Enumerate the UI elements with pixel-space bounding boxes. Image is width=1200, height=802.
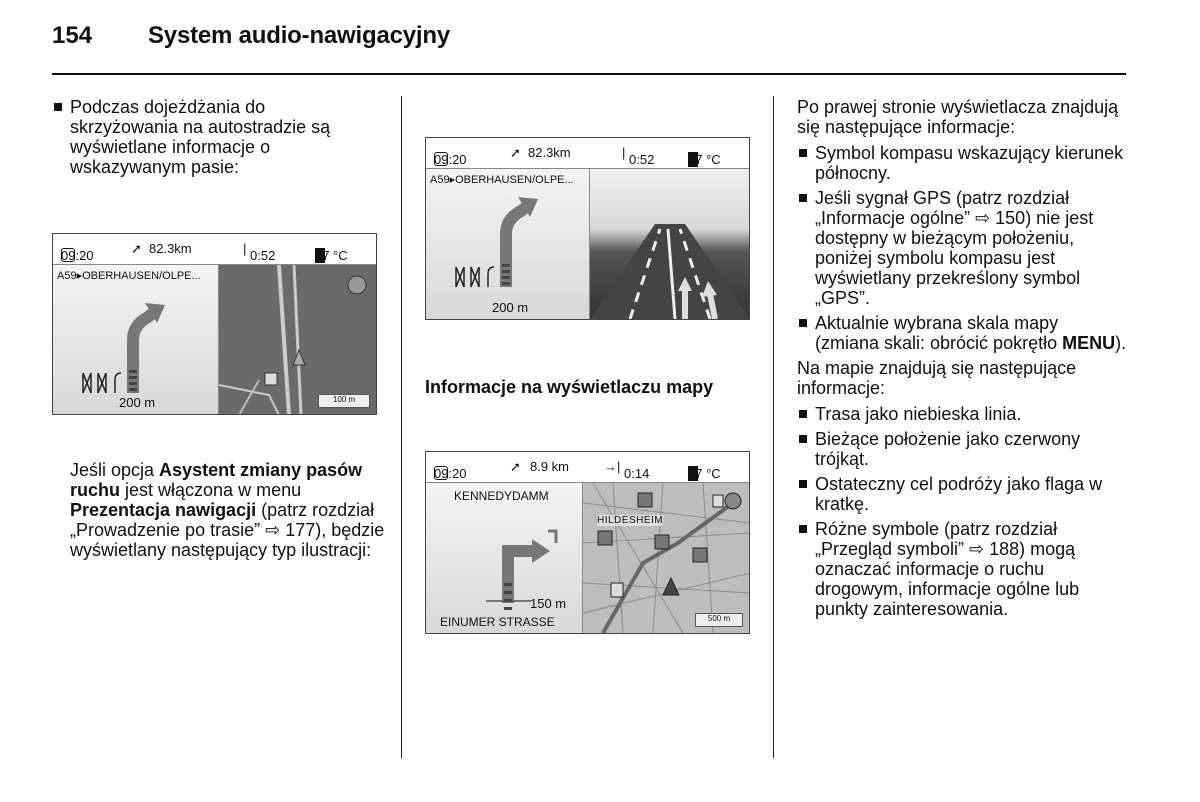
page-number: 154 — [52, 22, 93, 49]
nav-screen-lane-view — [425, 137, 750, 320]
list-item: Jeśli sygnał GPS (patrz rozdział „Informacje ogólne” ⇨ 150) nie jest dostępny w bieżącym położeniu, poniżej symbolu kompasu jest wyświetlany przekreślony symbol „GPS”. — [797, 188, 1127, 308]
road-label: A59▸OBERHAUSEN/OLPE... — [430, 174, 574, 186]
turn-arrow-graphic — [426, 169, 589, 319]
time-text: 09:20 — [434, 152, 467, 167]
lane-view-panel — [590, 169, 749, 319]
city-map-graphic — [583, 483, 750, 633]
col1-bullet-list — [52, 97, 372, 182]
poi-icon — [265, 373, 277, 385]
map-roads-graphic — [219, 265, 377, 415]
compass-icon — [725, 493, 741, 509]
duration-text: | 0:52 — [622, 145, 655, 167]
time-text: 09:20 — [61, 248, 94, 263]
route-distance-icon: ➚ — [510, 145, 521, 160]
compass-icon — [348, 276, 366, 294]
temperature-text: 17 °C — [315, 248, 348, 263]
nav-screen-lane-map — [52, 233, 377, 415]
turn-distance: 200 m — [119, 395, 156, 410]
list-item: Bieżące położenie jako czerwony trójkąt. — [797, 429, 1127, 469]
route-distance-icon: ➚ — [131, 241, 142, 256]
clock-icon — [434, 152, 448, 166]
section-heading: Informacje na wyświetlaczu mapy — [425, 377, 714, 397]
parking-icon — [638, 493, 652, 507]
column-divider-2 — [773, 96, 774, 758]
current-position-icon — [663, 578, 679, 595]
guidance-panel — [53, 265, 219, 414]
status-bar — [426, 138, 749, 169]
turn-arrow-graphic — [53, 265, 218, 415]
parking-icon — [655, 535, 669, 549]
parking-icon — [598, 531, 612, 545]
parking-icon — [693, 548, 707, 562]
poi-icon — [611, 583, 623, 597]
guidance-panel — [426, 169, 590, 319]
city-label: HILDESHEIM — [597, 515, 664, 526]
cross-reference-icon: ⇨ — [265, 520, 281, 540]
col1-paragraph: Jeśli opcja Asystent zmiany pasów ruchu jest włączona w menu Prezentacja nawigacji (patrz rozdział „Prowadzenie po trasie” ⇨ 177), będzie wyświetlany następujący typ ilustracji: — [70, 460, 385, 560]
route-distance-icon: ➚ — [510, 459, 521, 474]
col3-list1 — [797, 143, 1127, 353]
poi-icon — [713, 495, 723, 507]
col1-bullet-item: Podczas dojeżdżania do skrzyżowania na autostradzie są wyświetlane informacje o wskazywanym pasie: — [52, 97, 372, 177]
column-divider-1 — [401, 96, 402, 758]
distance-text: 82.3km — [528, 145, 571, 160]
col3-content — [797, 97, 1127, 624]
turn-distance: 150 m — [530, 596, 567, 611]
clock-icon — [434, 466, 448, 480]
guidance-panel — [426, 483, 583, 633]
distance-text: 82.3km — [149, 241, 192, 256]
duration-text: | 0:52 — [243, 241, 276, 263]
time-text: 09:20 — [434, 466, 467, 481]
highway-lanes-graphic — [590, 169, 750, 319]
col3-intro: Po prawej stronie wyświetlacza znajdują się następujące informacje: — [797, 97, 1119, 137]
page-title: System audio-nawigacyjny — [148, 22, 450, 49]
clock-icon — [61, 248, 75, 262]
list-item: Symbol kompasu wskazujący kierunek północny. — [797, 143, 1127, 183]
current-position-icon — [293, 350, 305, 365]
nav-screen-map-view — [425, 451, 750, 634]
col3-intro2: Na mapie znajdują się następujące informacje: — [797, 358, 1077, 398]
distance-text: 8.9 km — [530, 459, 570, 474]
temperature-text: 17 °C — [688, 152, 721, 167]
status-bar — [426, 452, 749, 483]
status-bar — [53, 234, 376, 265]
temperature-text: 17 °C — [688, 466, 721, 481]
map-panel — [583, 483, 749, 633]
next-street: EINUMER STRASSE — [440, 615, 555, 629]
map-scale: 100 m — [318, 394, 370, 408]
turn-distance: 200 m — [492, 300, 529, 315]
road-label: A59▸OBERHAUSEN/OLPE... — [57, 270, 201, 282]
current-street: KENNEDYDAMM — [454, 489, 549, 503]
list-item: Różne symbole (patrz rozdział „Przegląd symboli” ⇨ 188) mogą oznaczać informacje o ruchu drogowym, informacje ogólne lub punkty zainteresowania. — [797, 519, 1127, 619]
list-item: Trasa jako niebieska linia. — [797, 404, 1127, 424]
list-item: Ostateczny cel podróży jako flaga w kratkę. — [797, 474, 1127, 514]
map-panel — [219, 265, 376, 414]
list-item: Aktualnie wybrana skala mapy (zmiana skali: obrócić pokrętło MENU). — [797, 313, 1127, 353]
arrival-time-text: →| 0:14 — [604, 459, 650, 481]
col3-list2 — [797, 404, 1127, 619]
header-rule — [52, 73, 1126, 75]
map-scale: 500 m — [695, 613, 743, 627]
